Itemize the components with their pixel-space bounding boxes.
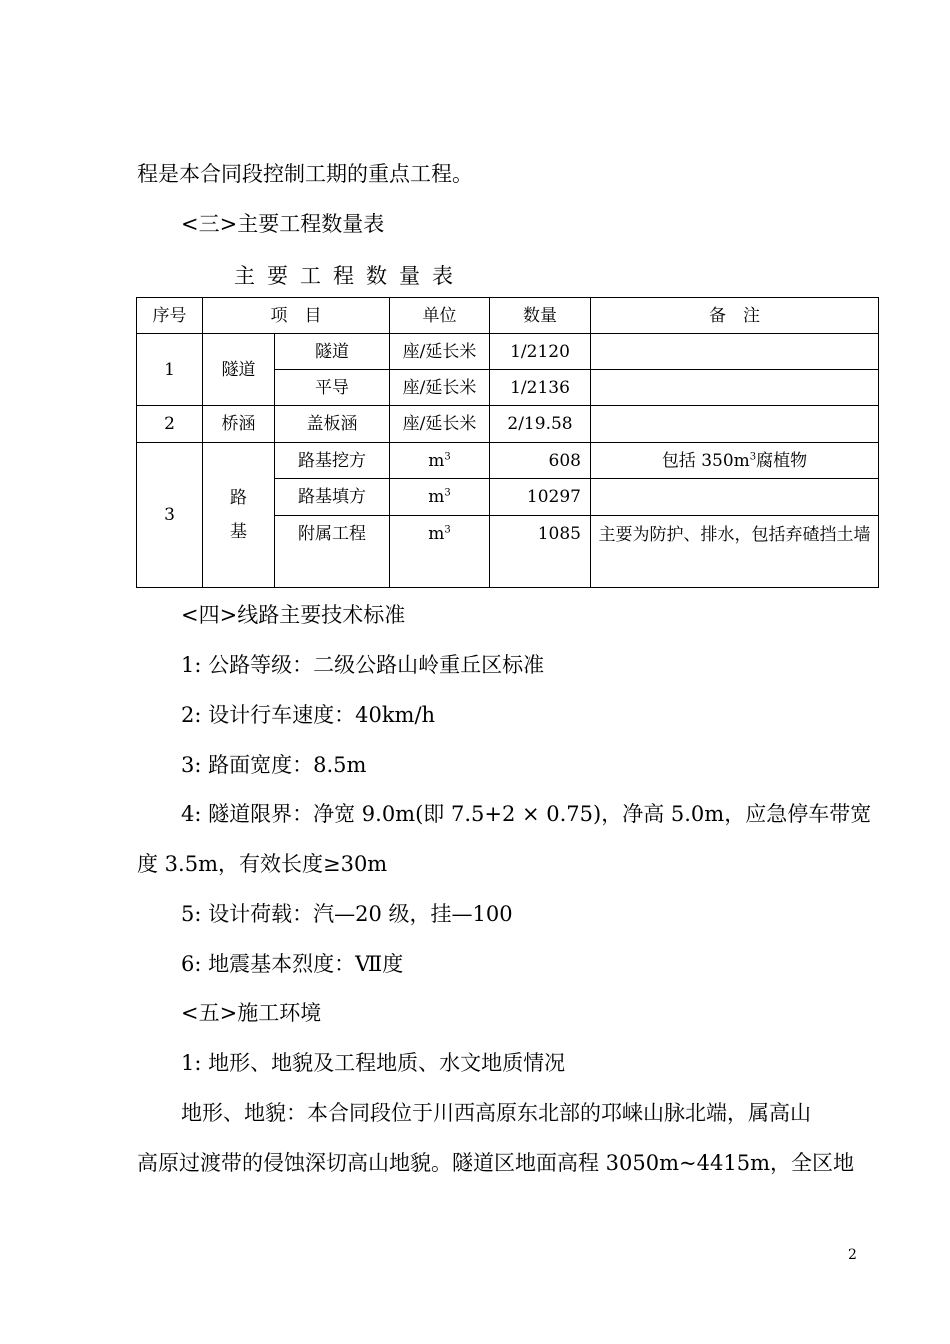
cell-qty: 1/2136 (490, 370, 591, 406)
body-paragraph-cont: 高原过渡带的侵蚀深切高山地貌。隧道区地面高程 3050m~4415m，全区地 (137, 1151, 854, 1175)
cell-note (591, 479, 879, 516)
unit-text: m (428, 451, 445, 471)
cell-unit (390, 479, 490, 516)
header-note: 备 注 (591, 298, 879, 334)
standard-item-4-cont: 度 3.5m，有效长度≥30m (137, 852, 388, 876)
header-seq: 序号 (137, 298, 203, 334)
cell-seq: 2 (137, 406, 203, 443)
cell-subitem: 路基挖方 (275, 443, 390, 479)
cell-unit: 座/延长米 (390, 406, 490, 443)
page-number: 2 (848, 1247, 857, 1263)
cell-qty: 1/2120 (490, 334, 591, 370)
standard-item-6: 6: 地震基本烈度：Ⅶ度 (181, 952, 404, 976)
cell-note (591, 406, 879, 443)
cell-subitem: 盖板涵 (275, 406, 390, 443)
cell-group-char-1: 路 (230, 488, 247, 508)
cell-subitem: 平导 (275, 370, 390, 406)
table-row (137, 443, 879, 479)
note-text: 包括 350m (661, 451, 750, 471)
unit-superscript: 3 (444, 487, 451, 499)
cell-qty: 10297 (490, 479, 591, 516)
standard-item-1: 1: 公路等级：二级公路山岭重丘区标准 (181, 653, 545, 677)
cell-unit: 座/延长米 (390, 334, 490, 370)
section-heading-5: <五>施工环境 (181, 1001, 322, 1025)
standard-item-3: 3: 路面宽度：8.5m (181, 753, 367, 777)
cell-group-char-2: 基 (230, 522, 247, 542)
standard-item-4: 4: 隧道限界：净宽 9.0m(即 7.5+2 × 0.75)，净高 5.0m，应急停车带宽 (181, 802, 872, 826)
cell-note (591, 370, 879, 406)
table-row (137, 406, 879, 443)
cell-qty: 1085 (490, 516, 591, 588)
paragraph-continuation: 程是本合同段控制工期的重点工程。 (137, 162, 473, 186)
cell-unit (390, 443, 490, 479)
cell-note: 主要为防护、排水，包括弃碴挡土墙 (591, 516, 879, 588)
cell-subitem: 路基填方 (275, 479, 390, 516)
unit-text: m (428, 524, 445, 544)
table-row (137, 334, 879, 370)
cell-seq: 1 (137, 334, 203, 406)
unit-superscript: 3 (444, 524, 451, 536)
cell-note (591, 443, 879, 479)
section-heading-4: <四>线路主要技术标准 (181, 603, 406, 627)
cell-note (591, 334, 879, 370)
cell-subitem: 隧道 (275, 334, 390, 370)
cell-qty: 608 (490, 443, 591, 479)
quantity-table (136, 297, 879, 588)
cell-unit (390, 516, 490, 588)
subsection-heading: 1: 地形、地貌及工程地质、水文地质情况 (181, 1051, 566, 1075)
note-superscript: 3 (749, 451, 757, 463)
unit-text: m (428, 487, 445, 507)
cell-qty: 2/19.58 (490, 406, 591, 443)
note-text-end: 腐植物 (756, 451, 808, 471)
cell-subitem: 附属工程 (275, 516, 390, 588)
cell-seq: 3 (137, 443, 203, 588)
table-title: 主要工程数量表 (234, 264, 465, 288)
header-item: 项 目 (203, 298, 390, 334)
cell-group (203, 443, 275, 588)
standard-item-5: 5: 设计荷载：汽—20 级，挂—100 (181, 902, 513, 926)
unit-superscript: 3 (444, 451, 451, 463)
cell-group: 隧道 (203, 334, 275, 406)
table-header-row (137, 298, 879, 334)
cell-unit: 座/延长米 (390, 370, 490, 406)
header-qty: 数量 (490, 298, 591, 334)
cell-group: 桥涵 (203, 406, 275, 443)
section-heading-3: <三>主要工程数量表 (181, 212, 385, 236)
standard-item-2: 2: 设计行车速度：40km/h (181, 703, 436, 727)
body-paragraph: 地形、地貌：本合同段位于川西高原东北部的邛崃山脉北端，属高山 (181, 1101, 811, 1125)
header-unit: 单位 (390, 298, 490, 334)
